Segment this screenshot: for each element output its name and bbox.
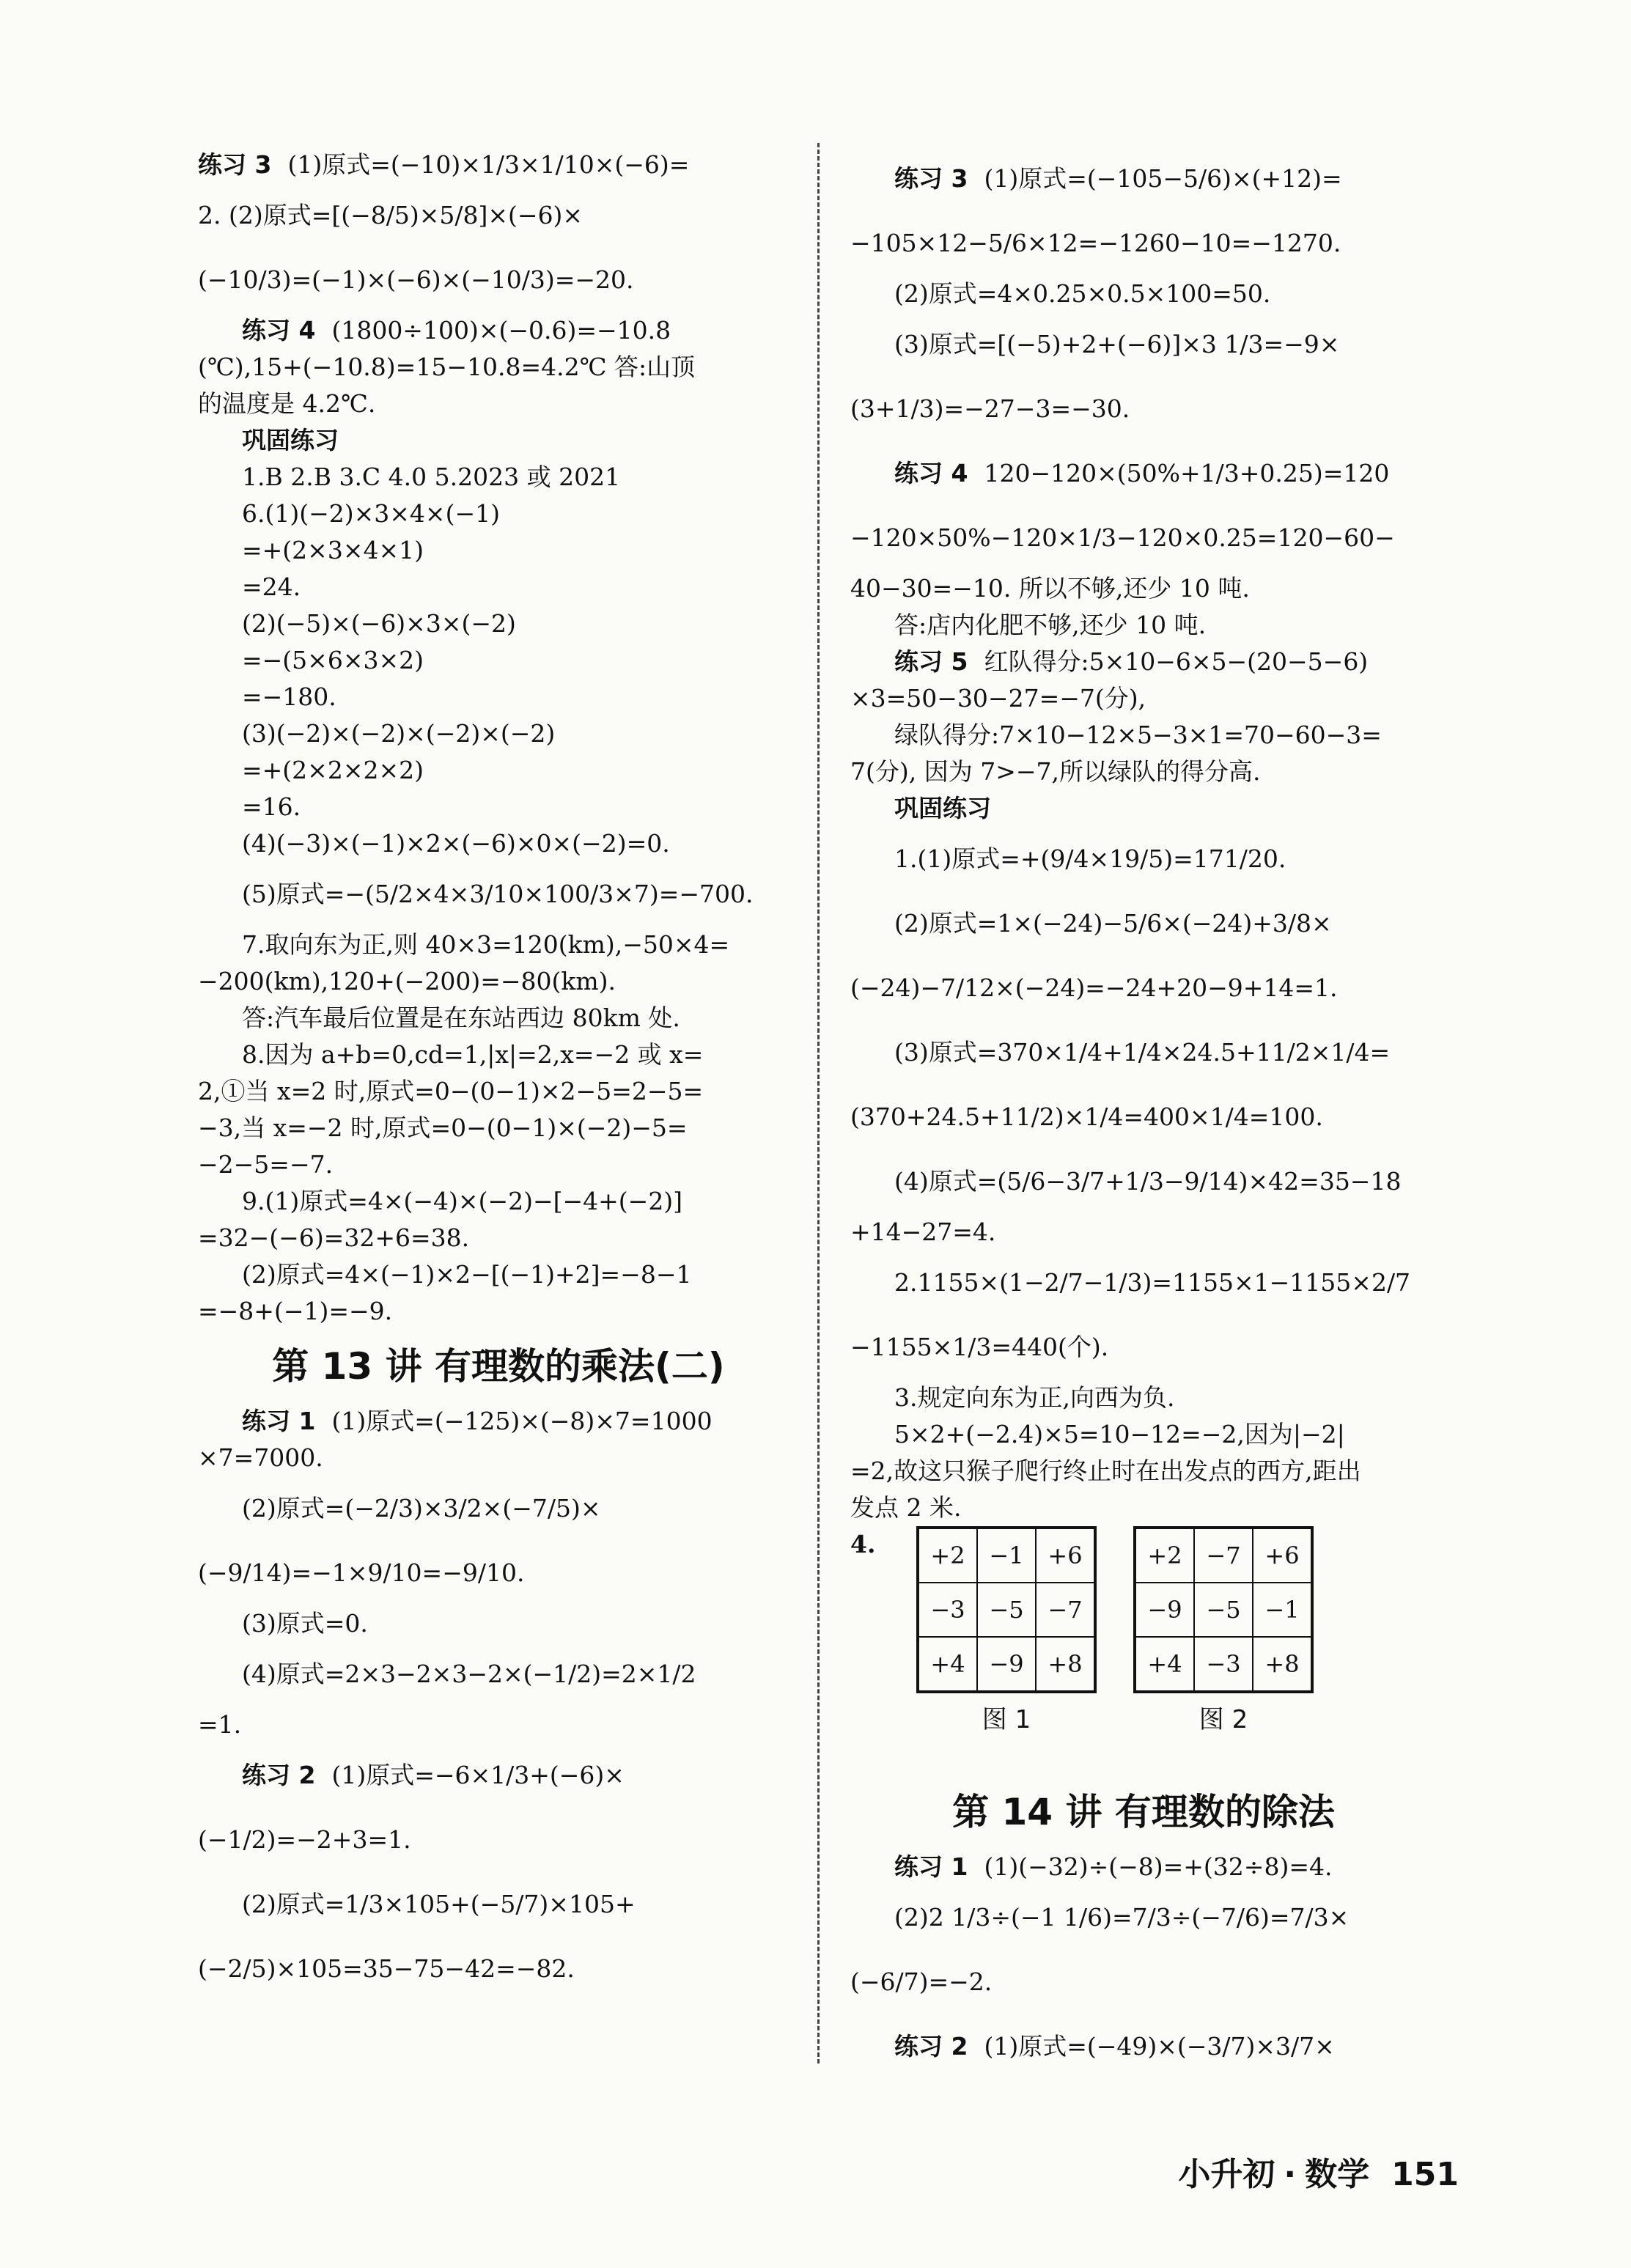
answer-line: [198, 1403, 799, 1440]
answer-line: [850, 891, 1437, 956]
answer-text: 5×2+(−2.4)×5=10−12=−2,因为|−2|: [894, 1420, 1345, 1448]
answer-text: (−10/3)=(−1)×(−6)×(−10/3)=−20.: [198, 265, 634, 294]
answer-line: [198, 1605, 799, 1642]
answer-line: [850, 754, 1437, 790]
answer-line: [198, 1440, 799, 1476]
answer-text: =+(2×3×4×1): [242, 536, 424, 564]
figure-1: [916, 1526, 1097, 1735]
answer-text: (4)(−3)×(−1)×2×(−6)×0×(−2)=0.: [242, 829, 670, 858]
answer-text: (−2/5)×105=35−75−42=−82.: [198, 1954, 575, 1983]
grid-cell: −1: [1253, 1583, 1312, 1637]
answer-text: =−180.: [242, 682, 336, 711]
answer-text: 巩固练习: [894, 794, 991, 822]
answer-text: 1.(1)原式=+(9/4×19/5)=171/20.: [894, 844, 1286, 873]
answer-text: (−6/7)=−2.: [850, 1967, 993, 1996]
grid-cell: +2: [918, 1528, 977, 1583]
answer-line: [850, 607, 1437, 644]
answer-text: =1.: [198, 1710, 242, 1739]
grid-cell: −9: [1135, 1583, 1194, 1637]
answer-line: [850, 312, 1437, 377]
answer-line: [198, 1037, 799, 1073]
answer-line: [198, 1183, 799, 1220]
answer-line: [850, 827, 1437, 891]
answer-text: 2. (2)原式=[(−8/5)×5/8]×(−6)×: [198, 201, 583, 229]
answer-line: [198, 569, 799, 605]
lecture-13-answers: [198, 1403, 799, 2001]
grid-cell: +8: [1036, 1637, 1095, 1692]
answer-text: −200(km),120+(−200)=−80(km).: [198, 967, 616, 995]
answer-line: [198, 1256, 799, 1293]
answer-text: 2,①当 x=2 时,原式=0−(0−1)×2−5=2−5=: [198, 1077, 704, 1105]
answer-text: 120−120×(50%+1/3+0.25)=120: [984, 459, 1390, 487]
exercise-label: 练习 4: [242, 316, 316, 345]
answer-text: 发点 2 米.: [850, 1493, 962, 1522]
answer-line: [850, 1849, 1437, 1885]
answer-line: [850, 276, 1437, 312]
grid-cell: +6: [1036, 1528, 1095, 1583]
grid-row: [1135, 1528, 1312, 1583]
grid-cell: +8: [1253, 1637, 1312, 1692]
answer-line: [198, 496, 799, 532]
answer-text: 绿队得分:7×10−12×5−3×1=70−60−3=: [894, 721, 1382, 749]
answer-text: (4)原式=2×3−2×3−2×(−1/2)=2×1/2: [242, 1660, 696, 1688]
footer-dot: ·: [1284, 2156, 1297, 2193]
left-column: [198, 147, 799, 2001]
lecture-14-answers: [850, 1849, 1437, 2079]
grid-row: [918, 1637, 1095, 1692]
grid-row: [918, 1583, 1095, 1637]
grid-cell: +2: [1135, 1528, 1194, 1583]
answer-line: [198, 248, 799, 312]
answer-line: [850, 377, 1437, 441]
grid-cell: −7: [1036, 1583, 1095, 1637]
answer-line: [198, 147, 799, 183]
grid-row: [1135, 1637, 1312, 1692]
grid-cell: +4: [1135, 1637, 1194, 1692]
answer-text: −120×50%−120×1/3−120×0.25=120−60−: [850, 523, 1395, 552]
answer-line: [198, 386, 799, 422]
answer-line: [198, 605, 799, 642]
right-column: [850, 147, 1437, 2079]
answer-text: 答:汽车最后位置是在东站西边 80km 处.: [242, 1004, 680, 1032]
answer-text: (1)原式=(−10)×1/3×1/10×(−6)=: [287, 150, 690, 179]
answer-text: =16.: [242, 792, 301, 821]
grid-cell: −5: [977, 1583, 1036, 1637]
answer-line: [198, 927, 799, 963]
answer-text: 6.(1)(−2)×3×4×(−1): [242, 499, 500, 528]
answer-line: [850, 644, 1437, 680]
answer-line: [198, 1146, 799, 1183]
answer-line: [850, 1950, 1437, 2014]
exercise-label: 练习 4: [894, 459, 968, 487]
answer-text: −105×12−5/6×12=−1260−10=−1270.: [850, 229, 1341, 257]
answer-line: [198, 1937, 799, 2001]
lecture-14-heading: 第 14 讲 有理数的除法: [952, 1791, 1335, 1833]
exercise-label: 练习 3: [198, 150, 272, 179]
answer-text: −3,当 x=−2 时,原式=0−(0−1)×(−2)−5=: [198, 1113, 688, 1142]
figure-1-caption: 图 1: [982, 1705, 1031, 1734]
answer-text: 40−30=−10. 所以不够,还少 10 吨.: [850, 574, 1250, 603]
answer-line: [198, 459, 799, 496]
answer-text: 巩固练习: [242, 426, 339, 454]
answer-text: =−(5×6×3×2): [242, 646, 424, 674]
answer-line: [198, 789, 799, 825]
answer-text: (3)原式=0.: [242, 1609, 368, 1638]
grid-figure-1: [916, 1526, 1097, 1693]
answer-line: [850, 147, 1437, 211]
answer-text: (2)(−5)×(−6)×3×(−2): [242, 609, 516, 638]
answer-line: [850, 1315, 1437, 1380]
answer-text: 红队得分:5×10−6×5−(20−5−6): [984, 647, 1369, 676]
subject: 数学: [1305, 2156, 1370, 2193]
column-divider: [817, 143, 820, 2063]
answer-text: (℃),15+(−10.8)=15−10.8=4.2℃ 答:山顶: [198, 353, 696, 381]
answer-text: (3)原式=[(−5)+2+(−6)]×3 1/3=−9×: [894, 330, 1340, 358]
answer-text: 8.因为 a+b=0,cd=1,|x|=2,x=−2 或 x=: [242, 1040, 704, 1069]
answer-line: [198, 1073, 799, 1110]
answer-line: [850, 570, 1437, 607]
answer-line: [850, 1416, 1437, 1453]
answer-line: [198, 183, 799, 248]
left-main-answers: [198, 147, 799, 1330]
exercise-label: 练习 1: [894, 1852, 968, 1881]
answer-line: [198, 1743, 799, 1808]
answer-line: [198, 312, 799, 349]
answer-text: 7.取向东为正,则 40×3=120(km),−50×4=: [242, 930, 730, 959]
grid-cell: −5: [1194, 1583, 1253, 1637]
magic-squares: [850, 1526, 1437, 1775]
answer-line: [198, 1293, 799, 1330]
answer-line: [850, 1453, 1437, 1490]
page-number: 151: [1391, 2156, 1459, 2193]
answer-text: (370+24.5+11/2)×1/4=400×1/4=100.: [850, 1102, 1323, 1131]
answer-line: [198, 679, 799, 715]
answer-line: [850, 2014, 1437, 2079]
answer-line: [198, 1706, 799, 1743]
answer-line: [198, 1000, 799, 1037]
grid-row: [918, 1528, 1095, 1583]
answer-text: +14−27=4.: [850, 1218, 996, 1246]
answer-text: =32−(−6)=32+6=38.: [198, 1223, 470, 1252]
answer-text: −2−5=−7.: [198, 1150, 334, 1179]
exercise-label: 练习 5: [894, 647, 968, 676]
answer-text: (−1/2)=−2+3=1.: [198, 1825, 411, 1854]
grid-cell: −7: [1194, 1528, 1253, 1583]
answer-line: [198, 825, 799, 862]
answer-line: [850, 956, 1437, 1020]
answer-text: 7(分), 因为 7>−7,所以绿队的得分高.: [850, 757, 1261, 786]
answer-text: 3.规定向东为正,向西为负.: [894, 1383, 1175, 1412]
answer-line: [198, 963, 799, 1000]
answer-text: 2.1155×(1−2/7−1/3)=1155×1−1155×2/7: [894, 1268, 1411, 1297]
answer-line: [850, 1490, 1437, 1526]
answer-text: (4)原式=(5/6−3/7+1/3−9/14)×42=35−18: [894, 1167, 1402, 1196]
answer-text: =−8+(−1)=−9.: [198, 1297, 393, 1325]
answer-text: =24.: [242, 572, 301, 601]
answer-text: (2)原式=1/3×105+(−5/7)×105+: [242, 1890, 636, 1918]
answer-line: [198, 532, 799, 569]
grid-cell: −9: [977, 1637, 1036, 1692]
answer-text: (1)原式=−6×1/3+(−6)×: [331, 1761, 625, 1789]
grid-cell: +6: [1253, 1528, 1312, 1583]
answer-line: [198, 1476, 799, 1541]
answer-text: (3)(−2)×(−2)×(−2)×(−2): [242, 719, 556, 748]
answer-line: [198, 862, 799, 927]
answer-text: (3+1/3)=−27−3=−30.: [850, 394, 1130, 423]
answer-text: (2)2 1/3÷(−1 1/6)=7/3÷(−7/6)=7/3×: [894, 1903, 1350, 1932]
section-subheading: [198, 422, 799, 459]
page-footer: [1178, 2148, 1459, 2195]
answer-line: [850, 506, 1437, 570]
answer-line: [198, 1872, 799, 1937]
answer-text: ×3=50−30−27=−7(分),: [850, 684, 1146, 713]
answer-text: ×7=7000.: [198, 1443, 323, 1472]
answer-line: [850, 680, 1437, 717]
answer-text: (1)(−32)÷(−8)=+(32÷8)=4.: [984, 1852, 1333, 1881]
answer-line: [198, 642, 799, 679]
answer-line: [850, 717, 1437, 754]
answer-line: [850, 1020, 1437, 1085]
answer-text: (2)原式=(−2/3)×3/2×(−7/5)×: [242, 1494, 601, 1523]
answer-line: [198, 715, 799, 752]
answer-line: [850, 1251, 1437, 1315]
answer-line: [198, 1220, 799, 1256]
grid-cell: −3: [1194, 1637, 1253, 1692]
figure-2-caption: 图 2: [1199, 1705, 1248, 1734]
right-main-answers: [850, 147, 1437, 1526]
grid-cell: −1: [977, 1528, 1036, 1583]
grid-figure-2: [1133, 1526, 1314, 1693]
answer-line: [850, 441, 1437, 506]
grid-row: [1135, 1583, 1312, 1637]
answer-line: [850, 1885, 1437, 1950]
answer-line: [850, 1085, 1437, 1149]
answer-text: (1800÷100)×(−0.6)=−10.8: [331, 316, 671, 345]
answer-text: (2)原式=4×(−1)×2−[(−1)+2]=−8−1: [242, 1260, 692, 1289]
answer-line: [198, 1110, 799, 1146]
answer-line: [850, 1149, 1437, 1214]
answer-text: =2,故这只猴子爬行终止时在出发点的西方,距出: [850, 1457, 1361, 1485]
answer-line: [198, 1808, 799, 1872]
answer-text: (1)原式=(−105−5/6)×(+12)=: [984, 164, 1342, 193]
question-number: 4.: [850, 1530, 876, 1558]
answer-line: [198, 752, 799, 789]
exercise-label: 练习 2: [242, 1761, 316, 1789]
answer-line: [850, 1214, 1437, 1251]
answer-text: −1155×1/3=440(个).: [850, 1333, 1109, 1361]
answer-text: (5)原式=−(5/2×4×3/10×100/3×7)=−700.: [242, 880, 754, 908]
answer-text: (1)原式=(−125)×(−8)×7=1000: [331, 1407, 713, 1435]
answer-text: (3)原式=370×1/4+1/4×24.5+11/2×1/4=: [894, 1038, 1391, 1067]
brand: 小升初: [1178, 2156, 1275, 2193]
exercise-label: 练习 3: [894, 164, 968, 193]
answer-line: [198, 1541, 799, 1605]
answer-text: 9.(1)原式=4×(−4)×(−2)−[−4+(−2)]: [242, 1187, 683, 1215]
grid-cell: −3: [918, 1583, 977, 1637]
answer-text: 答:店内化肥不够,还少 10 吨.: [894, 611, 1207, 639]
answer-text: (1)原式=(−49)×(−3/7)×3/7×: [984, 2032, 1335, 2061]
answer-line: [850, 211, 1437, 276]
exercise-label: 练习 2: [894, 2032, 968, 2061]
answer-text: (2)原式=1×(−24)−5/6×(−24)+3/8×: [894, 909, 1332, 938]
lecture-13-heading: 第 13 讲 有理数的乘法(二): [272, 1345, 725, 1388]
answer-text: 1.B 2.B 3.C 4.0 5.2023 或 2021: [242, 463, 621, 491]
section-subheading: [850, 790, 1437, 827]
answer-line: [198, 349, 799, 386]
figure-2: [1133, 1526, 1314, 1735]
answer-text: (2)原式=4×0.25×0.5×100=50.: [894, 279, 1271, 308]
answer-line: [198, 1642, 799, 1706]
answer-text: 的温度是 4.2℃.: [198, 389, 376, 418]
answer-text: =+(2×2×2×2): [242, 756, 424, 784]
answer-line: [850, 1380, 1437, 1416]
answer-text: (−9/14)=−1×9/10=−9/10.: [198, 1558, 525, 1587]
answer-text: (−24)−7/12×(−24)=−24+20−9+14=1.: [850, 973, 1338, 1002]
grid-cell: +4: [918, 1637, 977, 1692]
exercise-label: 练习 1: [242, 1407, 316, 1435]
